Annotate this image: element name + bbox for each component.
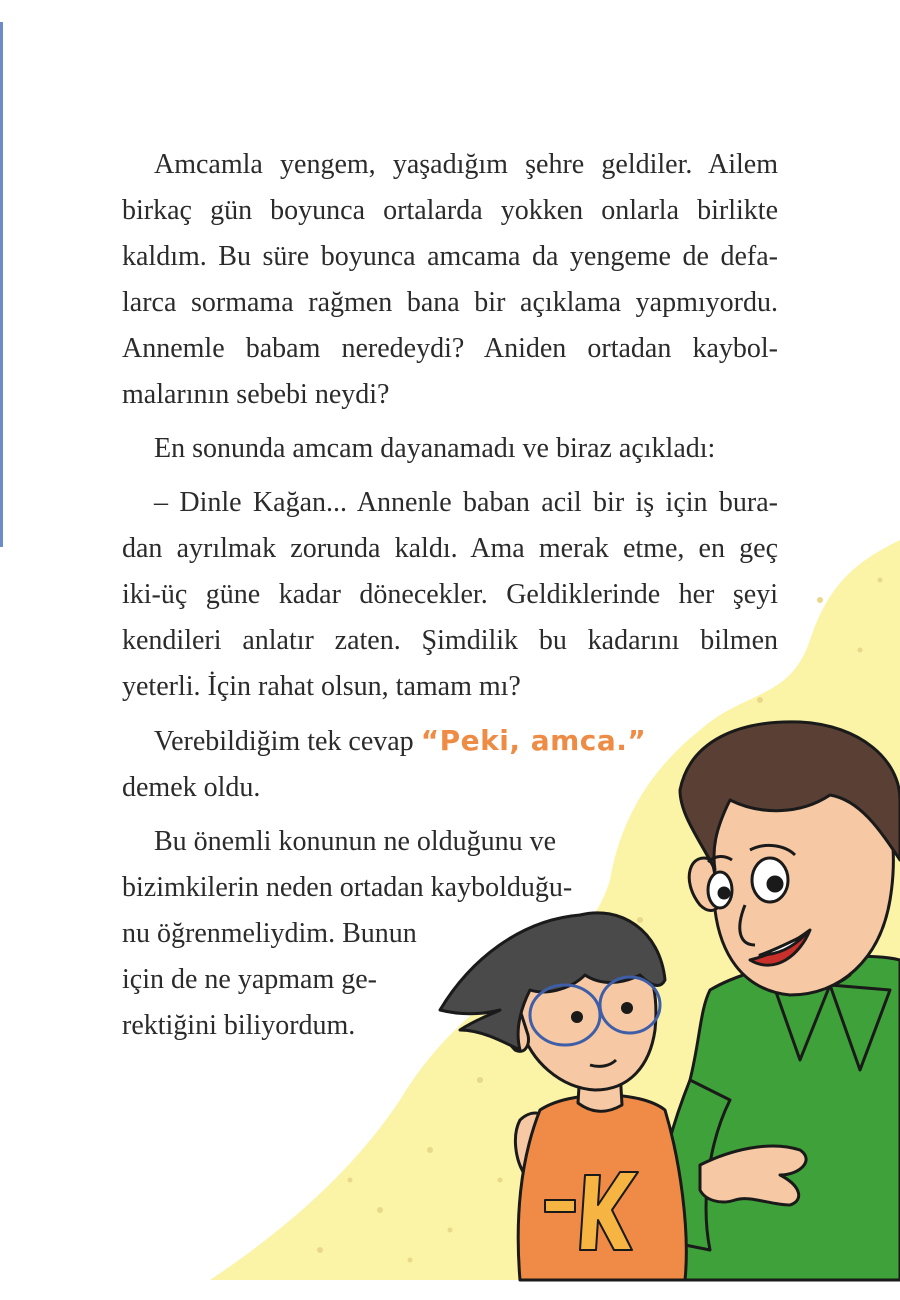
text-line: kendileri anlatır zaten. Şimdilik bu kadarını bilmen: [122, 625, 778, 656]
text-line: rektiğini biliyordum.: [122, 1010, 356, 1041]
text-line: iki-üç güne kadar dönecekler. Geldiklerinde her şeyi: [122, 579, 778, 610]
paragraph-3: [122, 480, 778, 710]
story-text: [122, 142, 778, 1049]
text-line: – Dinle Kağan... Annenle baban acil bir iş için bura-: [154, 487, 778, 518]
paragraph-2: [122, 426, 778, 472]
text-line: yeterli. İçin rahat olsun, tamam mı?: [122, 671, 521, 702]
text-line: nu öğrenmeliydim. Bunun: [122, 918, 417, 949]
text-line: demek oldu.: [122, 772, 261, 803]
text-line: Bu önemli konunun ne olduğunu ve: [154, 826, 557, 857]
speech-highlight: “Peki, amca.”: [420, 724, 647, 757]
text-lead: Verebildiğim tek cevap: [154, 726, 421, 757]
text-line: Amcamla yengem, yaşadığım şehre geldiler. Ailem: [154, 149, 778, 180]
paragraph-1: [122, 142, 778, 418]
text-line: larca sormama rağmen bana bir açıklama yapmıyordu.: [122, 287, 778, 318]
text-line: En sonunda amcam dayanamadı ve biraz açıkladı:: [154, 433, 716, 464]
text-line: kaldım. Bu süre boyunca amcama da yengeme de defa-: [122, 241, 778, 272]
text-line: [122, 718, 778, 765]
text-line: malarının sebebi neydi?: [122, 379, 390, 410]
paragraph-4: [122, 718, 778, 811]
paragraph-5: [122, 819, 612, 1049]
text-line: için de ne yapmam ge-: [122, 964, 378, 995]
text-line: birkaç gün boyunca ortalarda yokken onlarla birlikte: [122, 195, 778, 226]
text-line: dan ayrılmak zorunda kaldı. Ama merak etme, en geç: [122, 533, 778, 564]
text-line: bizimkilerin neden ortadan kaybolduğu-: [122, 872, 573, 903]
text-line: Annemle babam neredeydi? Aniden ortadan kaybol-: [122, 333, 778, 364]
